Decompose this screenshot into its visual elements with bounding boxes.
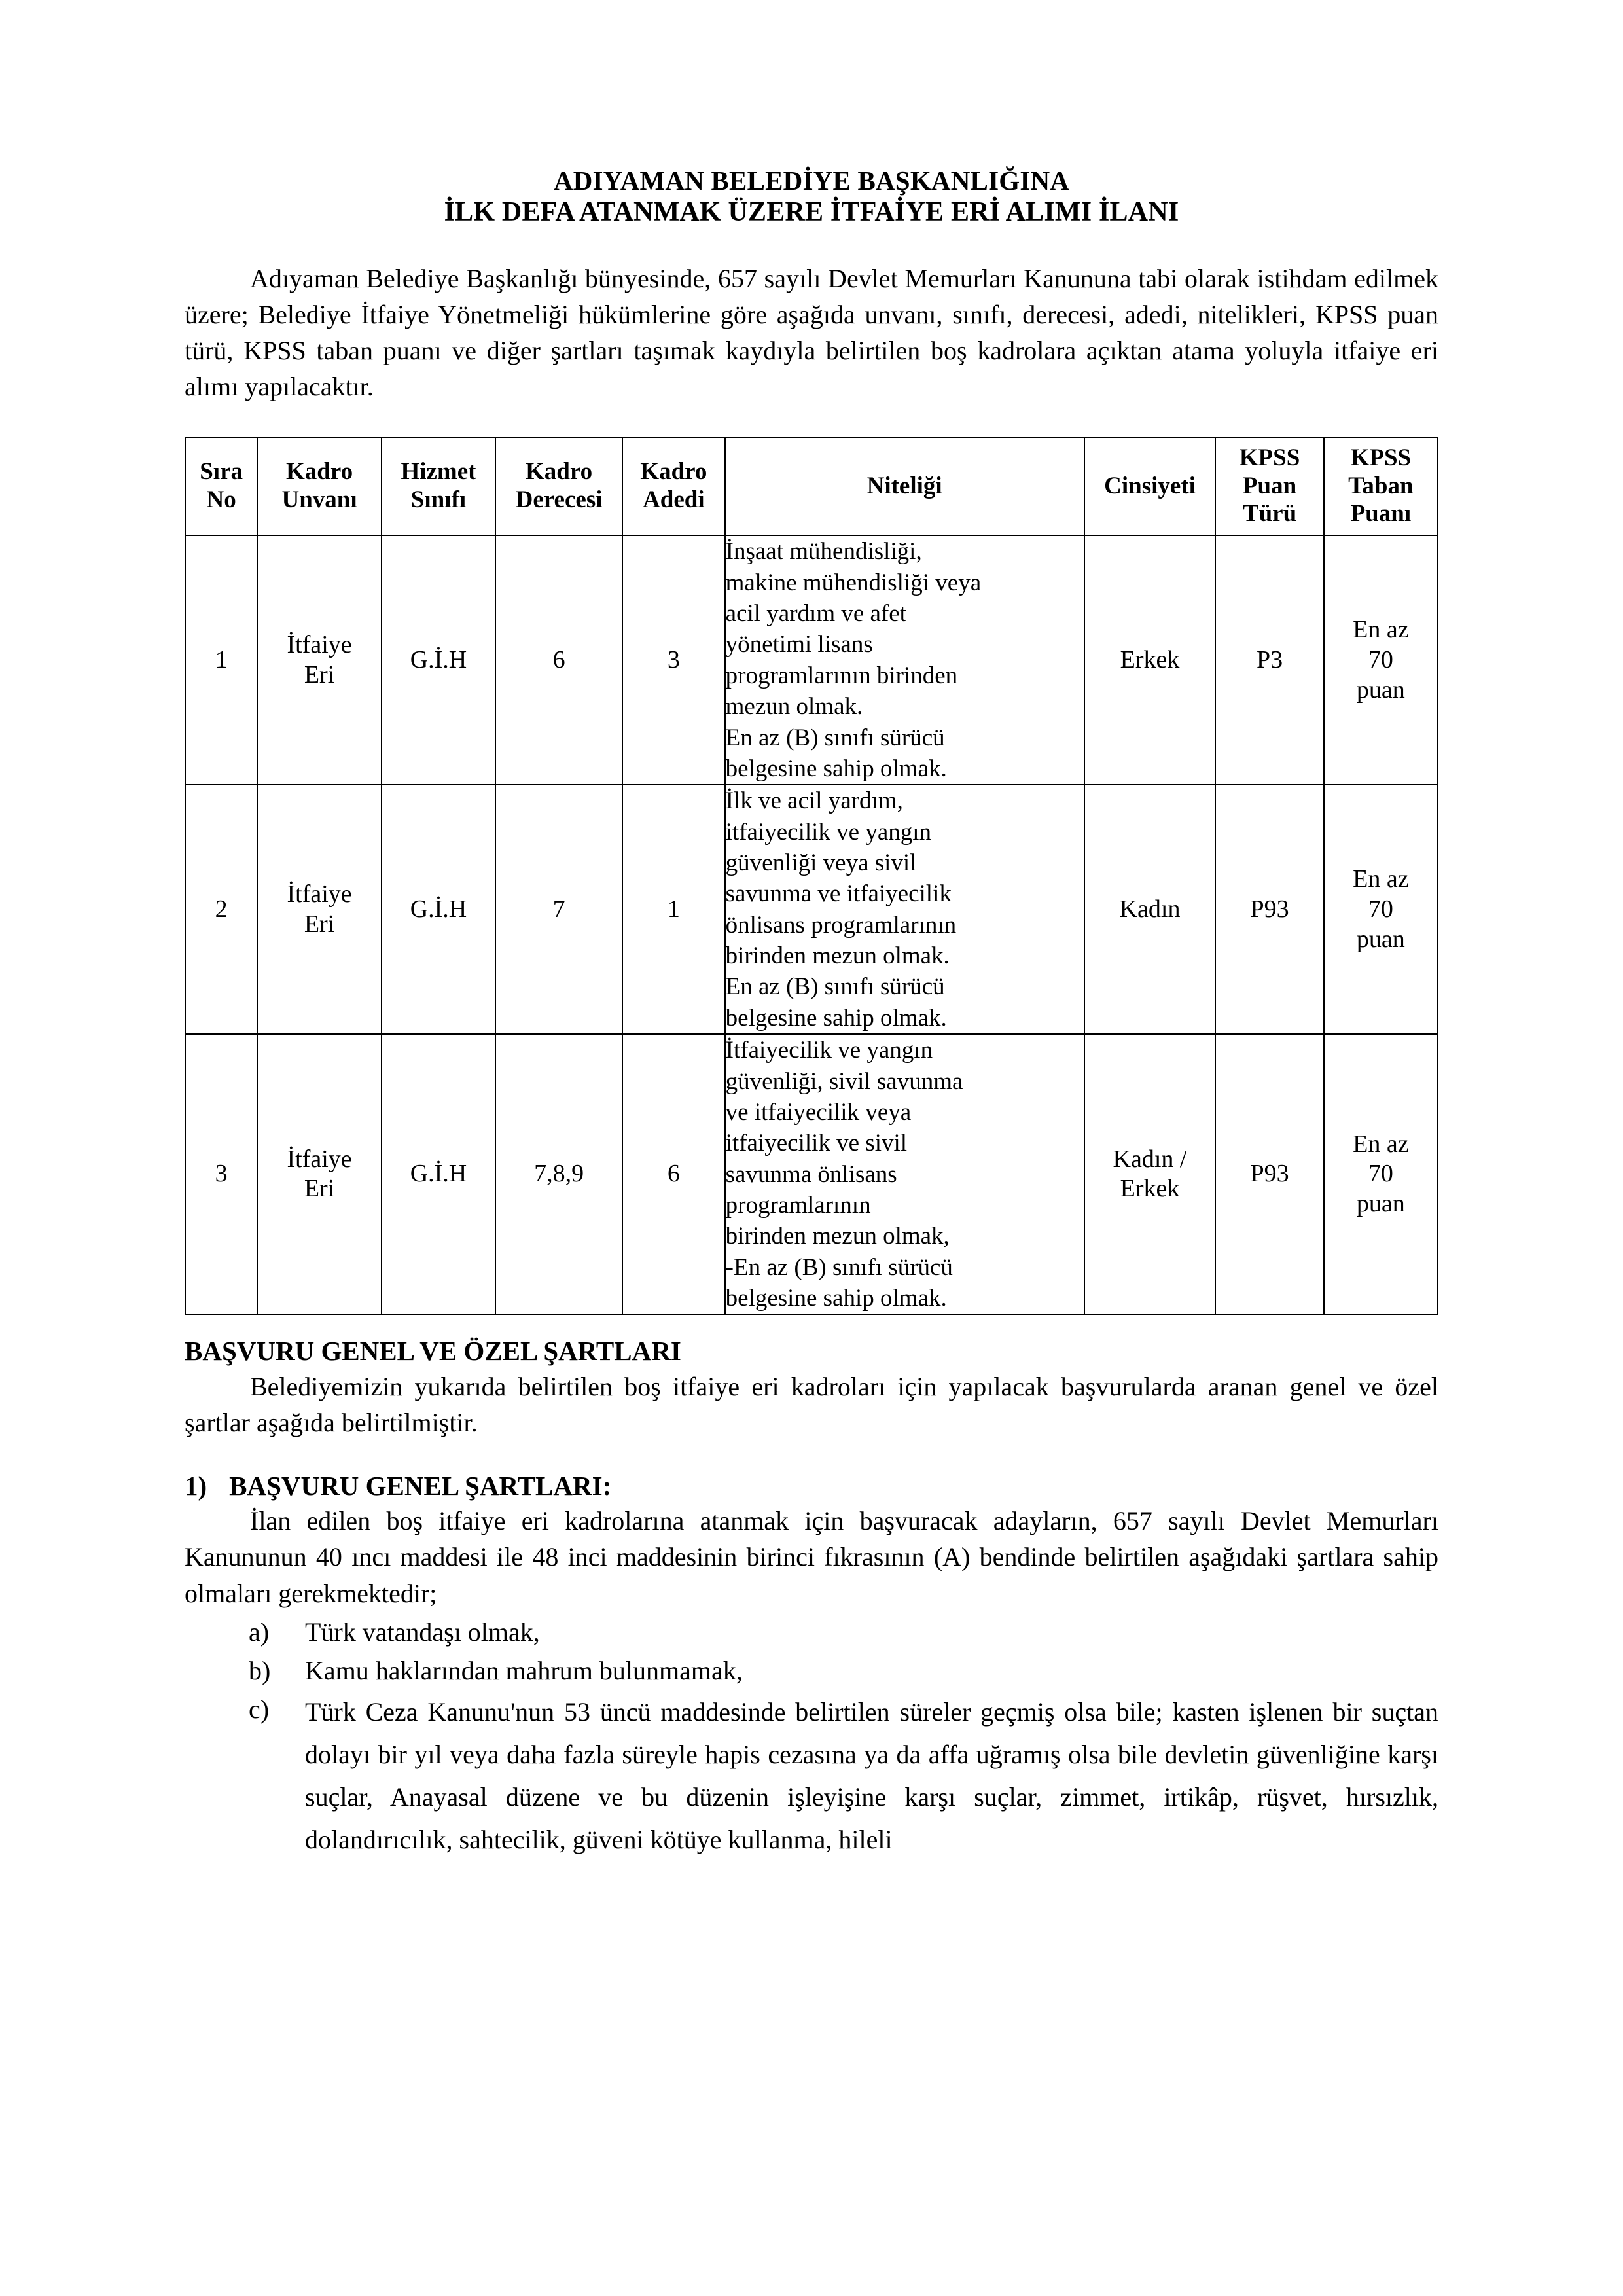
col-header-kpss-puan-turu: KPSS Puan Türü [1215,437,1323,536]
genel-sartlar-list [185,1614,1438,1861]
intro-paragraph: Adıyaman Belediye Başkanlığı bünyesinde, 657 sayılı Devlet Memurları Kanununa tabi olarak istihdam edilmek üzere; Belediye İtfaiye Yönetmeliği hükümlerine göre aşağıda unvanı, sınıfı, derecesi, adedi, nitelikleri, KPSS puan türü, KPSS taban puanı ve diğer şartları taşımak kaydıyla belirtilen boş kadrolara açıktan atama yoluyla itfaiye eri alımı yapılacaktır. [185,263,1438,402]
cell-kpss-taban-puani: En az 70 puan [1324,785,1438,1034]
table-row [185,535,1438,785]
cell-kadro-unvani: İtfaiye Eri [257,535,382,785]
list-item-marker: a) [249,1617,270,1647]
cell-kpss-puan-turu: P3 [1215,535,1323,785]
basvuru-paragraph: Belediyemizin yukarıda belirtilen boş itfaiye eri kadroları için yapılacak başvurularda aranan genel ve özel şartlar aşağıda belirtilmiştir. [185,1371,1438,1437]
cell-sira-no: 2 [185,785,257,1034]
cell-niteligi: İnşaat mühendisliği, makine mühendisliği veya acil yardım ve afet yönetimi lisans programlarının birinden mezun olmak. En az (B) sınıfı sürücü belgesine sahip olmak. [725,535,1084,785]
cell-cinsiyeti: Kadın / Erkek [1084,1034,1216,1314]
table-row [185,1034,1438,1314]
cell-kadro-adedi: 3 [622,535,725,785]
cell-kadro-derecesi: 7,8,9 [495,1034,622,1314]
cell-kpss-puan-turu: P93 [1215,1034,1323,1314]
cell-sira-no: 3 [185,1034,257,1314]
col-header-kadro-adedi: Kadro Adedi [622,437,725,536]
list-item-marker: c) [249,1695,270,1725]
cell-kpss-taban-puani: En az 70 puan [1324,535,1438,785]
section-number: 1) [185,1471,207,1501]
list-item-label: Kamu haklarından mahrum bulunmamak, [305,1656,743,1685]
col-header-kpss-taban-puani: KPSS Taban Puanı [1324,437,1438,536]
col-header-sira-no: Sıra No [185,437,257,536]
section-title: BAŞVURU GENEL ŞARTLARI: [229,1471,612,1501]
genel-sartlar-paragraph: İlan edilen boş itfaiye eri kadrolarına atanmak için başvuracak adayların, 657 sayılı Devlet Memurları Kanununun 40 ıncı maddesi ile 48 inci maddesinin birinci fıkrasının (A) bendinde belirtilen aşağıdaki şartlara sahip olmaları gerekmektedir; [185,1506,1438,1608]
kadro-table [185,437,1438,1316]
list-item-label: Türk vatandaşı olmak, [305,1617,540,1647]
cell-hizmet-sinifi: G.İ.H [382,535,495,785]
kadro-table-wrapper [185,437,1438,1316]
list-item-marker: b) [249,1656,271,1685]
cell-kadro-derecesi: 7 [495,785,622,1034]
list-item [185,1653,1438,1689]
title-line-1: ADIYAMAN BELEDİYE BAŞKANLIĞINA [553,166,1070,196]
cell-kadro-unvani: İtfaiye Eri [257,1034,382,1314]
section-heading-genel-sartlari [185,1469,1438,1503]
section-heading-basvuru-sartlari: BAŞVURU GENEL VE ÖZEL ŞARTLARI [185,1336,681,1367]
table-header [185,437,1438,536]
col-header-hizmet-sinifi: Hizmet Sınıfı [382,437,495,536]
cell-kadro-unvani: İtfaiye Eri [257,785,382,1034]
col-header-niteligi: Niteliği [725,437,1084,536]
cell-kadro-derecesi: 6 [495,535,622,785]
cell-cinsiyeti: Erkek [1084,535,1216,785]
table-body [185,535,1438,1314]
table-row [185,785,1438,1034]
cell-niteligi: İlk ve acil yardım, itfaiyecilik ve yangın güvenliği veya sivil savunma ve itfaiyecilik önlisans programlarının birinden mezun olmak. En az (B) sınıfı sürücü belgesine sahip olmak. [725,785,1084,1034]
cell-hizmet-sinifi: G.İ.H [382,1034,495,1314]
page-title [185,165,1438,229]
cell-kadro-adedi: 1 [622,785,725,1034]
cell-kpss-taban-puani: En az 70 puan [1324,1034,1438,1314]
cell-kadro-adedi: 6 [622,1034,725,1314]
cell-hizmet-sinifi: G.İ.H [382,785,495,1034]
col-header-kadro-unvani: Kadro Unvanı [257,437,382,536]
table-header-row [185,437,1438,536]
title-line-2: İLK DEFA ATANMAK ÜZERE İTFAİYE ERİ ALIMI İLANI [444,197,1179,228]
list-item-label: Türk Ceza Kanunu'nun 53 üncü maddesinde belirtilen süreler geçmiş olsa bile; kasten işlenen bir suçtan dolayı bir yıl veya daha fazla süreyle hapis cezasına ya da affa uğramış olsa bile devletin güvenliğine karşı suçlar, Anayasal düzene ve bu düzenin işleyişine karşı suçlar, zimmet, irtikâp, rüşvet, hırsızlık, dolandırıcılık, sahtecilik, güveni kötüye kullanma, hileli [305,1697,1438,1854]
cell-niteligi: İtfaiyecilik ve yangın güvenliği, sivil savunma ve itfaiyecilik veya itfaiyecilik ve sivil savunma önlisans programlarının birinden mezun olmak, -En az (B) sınıfı sürücü belgesine sahip olmak. [725,1034,1084,1314]
list-item [185,1614,1438,1650]
cell-sira-no: 1 [185,535,257,785]
cell-cinsiyeti: Kadın [1084,785,1216,1034]
col-header-kadro-derecesi: Kadro Derecesi [495,437,622,536]
list-item [185,1691,1438,1861]
col-header-cinsiyeti: Cinsiyeti [1084,437,1216,536]
cell-kpss-puan-turu: P93 [1215,785,1323,1034]
